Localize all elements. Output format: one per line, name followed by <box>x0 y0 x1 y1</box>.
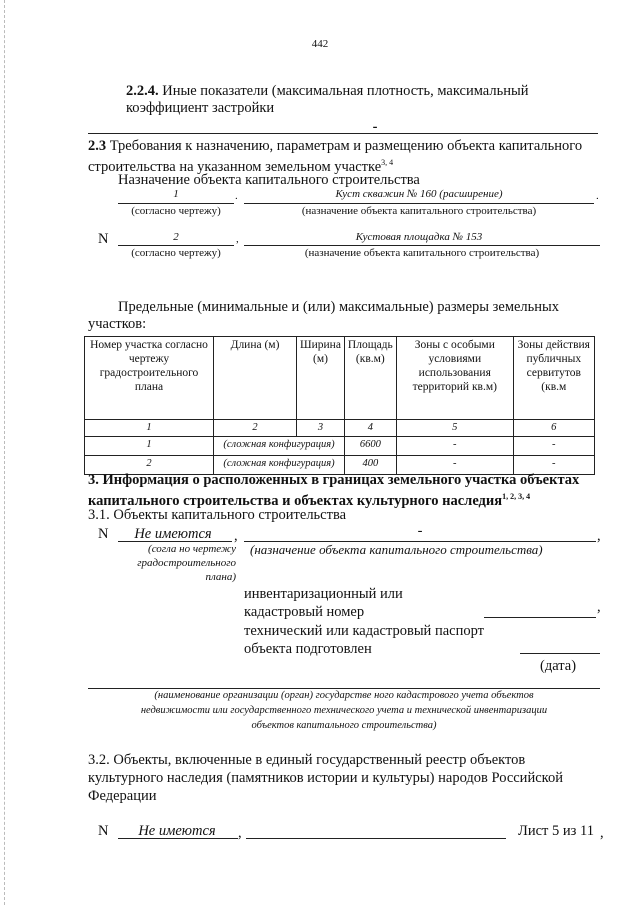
section-224-line <box>88 133 598 134</box>
purpose-row2-caption-purpose: (назначение объекта капитального строительства) <box>304 247 540 259</box>
page-number: 442 <box>311 38 329 50</box>
sheet-label: Лист 5 из 11 <box>518 823 594 839</box>
section-31-value: Не имеются <box>134 526 212 542</box>
section-23-title <box>88 137 582 155</box>
plots-header-area: Площадь (кв.м) <box>344 337 396 420</box>
purpose-row1-name: Куст скважин № 160 (расширение) <box>335 188 503 200</box>
purpose-row2-name-line <box>244 245 600 246</box>
purpose-row1-caption-purpose: (назначение объекта капитального строительства) <box>301 205 537 217</box>
section-23-sup: 3, 4 <box>381 158 394 167</box>
plots-row1-config: (сложная конфигурация) <box>214 437 345 456</box>
plots-row1-area: 6600 <box>344 437 396 456</box>
plots-header-length: Длина (м) <box>214 337 297 420</box>
plots-table-header-row <box>85 337 595 420</box>
section-31-comma2: , <box>597 528 601 544</box>
purpose-row1-caption-drawing: (согласно чертежу) <box>131 205 221 217</box>
purpose-row1-num: 1 <box>173 188 179 200</box>
purpose-row2-num-line <box>118 245 234 246</box>
plots-row2-config: (сложная конфигурация) <box>214 456 345 475</box>
purpose-row2-num: 2 <box>173 231 179 243</box>
plots-colnum-2: 2 <box>214 420 297 437</box>
plots-header-zones: Зоны с особыми условиями использования территорий кв.м) <box>396 337 513 420</box>
inv-line1: инвентаризационный или <box>244 586 403 602</box>
plots-row1-num: 1 <box>85 437 214 456</box>
plots-row2-num: 2 <box>85 456 214 475</box>
passport-line1: технический или кадастровый паспорт <box>244 623 484 639</box>
org-line <box>88 688 600 689</box>
section-32-n: N <box>98 823 109 839</box>
section-23-line2: строительства на указанном земельном участке <box>88 158 382 175</box>
section-31-n: N <box>98 526 109 542</box>
plots-row2-zones: - <box>396 456 513 475</box>
purpose-row1-end: . <box>596 190 599 202</box>
purpose-row1-dot: . <box>235 190 238 202</box>
plots-table <box>84 336 595 475</box>
plots-colnum-4: 4 <box>344 420 396 437</box>
plots-colnum-1: 1 <box>85 420 214 437</box>
section-31-purpose-value: - <box>417 523 423 539</box>
section-32-comma1: , <box>238 825 242 841</box>
limits-line1: Предельные (минимальные и (или) максимальные) размеры земельных <box>118 299 560 315</box>
plots-row1-zones: - <box>396 437 513 456</box>
section-31-caption-right: (назначение объекта капитального строительства) <box>250 542 543 557</box>
section-32-value: Не имеются <box>138 823 216 839</box>
purpose-row2-n: N <box>98 231 109 247</box>
purpose-row1-num-line <box>118 203 234 204</box>
plots-row2-area: 400 <box>344 456 396 475</box>
passport-line2: объекта подготовлен <box>244 641 372 657</box>
org-caption-3: объектов капитального строительства) <box>251 720 437 731</box>
date-label: (дата) <box>540 658 577 674</box>
section-224-title <box>126 82 528 100</box>
section-31-title: 3.1. Объекты капитального строительства <box>88 507 347 523</box>
plots-header-width: Ширина (м) <box>297 337 345 420</box>
purpose-row2-caption-drawing: (согласно чертежу) <box>131 247 221 259</box>
org-caption-2: недвижимости или государственного технического учета и технической инвентаризации <box>140 705 548 716</box>
section-32-line3: Федерации <box>88 788 157 804</box>
date-line <box>520 653 600 654</box>
section-3-title-line2: капитального строительства и объектах культурного наследия <box>88 492 503 509</box>
plots-row1-servitude: - <box>513 437 594 456</box>
plots-header-servitude: Зоны действия публичных сервитутов (кв.м <box>513 337 594 420</box>
page-edge <box>4 0 5 905</box>
plots-colnum-5: 5 <box>396 420 513 437</box>
section-23-line1: Требования к назначению, параметрам и размещению объекта капитального <box>106 138 583 154</box>
purpose-row1-name-line <box>244 203 594 204</box>
table-row <box>85 437 595 456</box>
sheet-comma: , <box>600 825 604 841</box>
section-32-line1: 3.2. Объекты, включенные в единый государственный реестр объектов <box>88 752 526 768</box>
section-224-title-line2: коэффициент застройки <box>126 100 275 116</box>
plots-colnum-6: 6 <box>513 420 594 437</box>
inv-number-line <box>484 617 596 618</box>
plots-header-number: Номер участка согласно чертежу градостроительного плана <box>85 337 214 420</box>
section-32-purpose-line <box>246 838 506 839</box>
plots-table-colnum-row <box>85 420 595 437</box>
section-224-value: - <box>372 119 378 135</box>
org-caption-1: (наименование организации (орган) государстве ного кадастрового учета объектов <box>154 690 534 701</box>
inv-comma: , <box>597 599 601 615</box>
section-32-value-line <box>118 838 238 839</box>
section-224-title-text: Иные показатели (максимальная плотность, максимальный <box>158 83 529 99</box>
section-3-sup: 1, 2, 3, 4 <box>502 492 531 501</box>
section-31-caption-left: (согла но чертежу градостроительного плана) <box>137 543 236 583</box>
inv-line2: кадастровый номер <box>244 604 365 620</box>
section-31-comma1: , <box>234 528 238 544</box>
section-23-number: 2.3 <box>88 138 107 154</box>
section-3-title-line1: 3. Информация о расположенных в границах земельного участка объектах <box>88 472 580 488</box>
purpose-label: Назначение объекта капитального строительства <box>118 172 420 188</box>
section-224-number: 2.2.4. <box>126 83 159 99</box>
limits-line2: участков: <box>88 316 147 332</box>
plots-colnum-3: 3 <box>297 420 345 437</box>
section-32-line2: культурного наследия (памятников истории и культуры) народов Российской <box>88 770 563 786</box>
purpose-row2-name: Кустовая площадка № 153 <box>355 231 483 243</box>
plots-row2-servitude: - <box>513 456 594 475</box>
purpose-row2-dot: , <box>236 233 239 245</box>
